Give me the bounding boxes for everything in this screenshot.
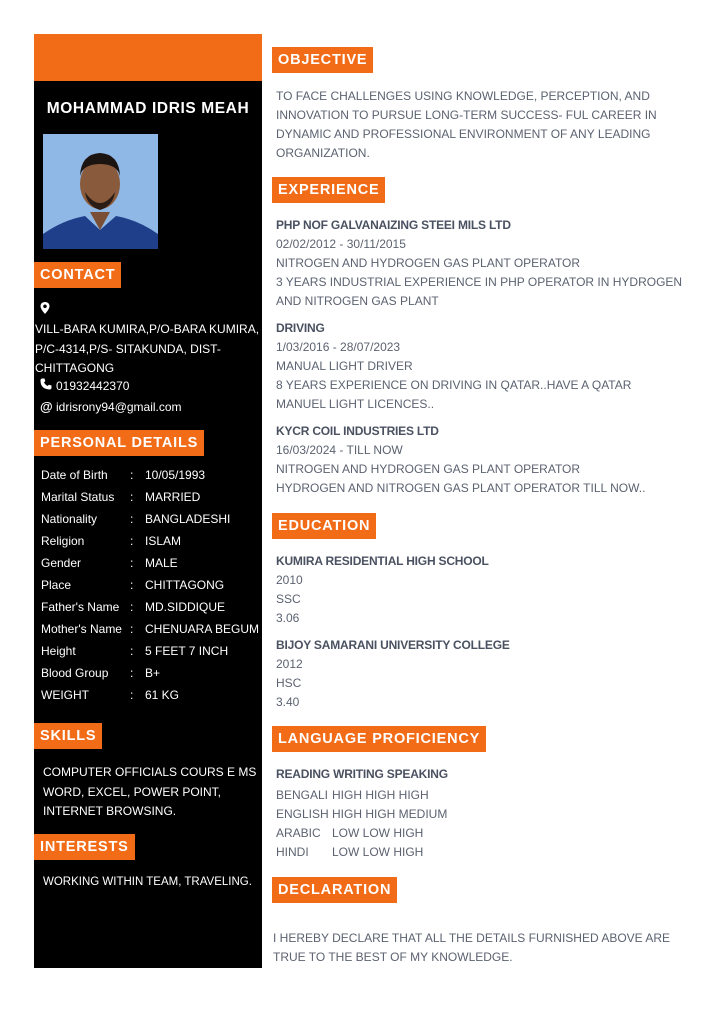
language-row: [276, 805, 447, 824]
personal-detail-value: 10/05/1993: [145, 468, 206, 482]
skills-title: SKILLS: [34, 723, 102, 749]
objective-line: DYNAMIC AND PROFESSIONAL ENVIRONMENT OF ANY LEADING: [276, 127, 651, 141]
email-address: idrisrony94@gmail.com: [56, 400, 182, 414]
education-title: EDUCATION: [272, 513, 376, 539]
declaration-title: DECLARATION: [272, 877, 397, 903]
personal-detail-row: [41, 490, 261, 512]
contact-address: [35, 320, 263, 379]
education-details: [276, 655, 303, 712]
personal-detail-value: CHENUARA BEGUM: [145, 622, 260, 636]
education-school: KUMIRA RESIDENTIAL HIGH SCHOOL: [276, 554, 489, 568]
skills-line: COMPUTER OFFICIALS COURS E MS: [43, 765, 257, 779]
personal-detail-label: Mother's Name: [41, 622, 122, 636]
objective-text: [276, 87, 657, 163]
language-row: [276, 843, 423, 862]
personal-detail-row: [41, 666, 261, 688]
declaration-line: I HEREBY DECLARE THAT ALL THE DETAILS FURNISHED ABOVE ARE: [273, 931, 671, 945]
personal-detail-label: Blood Group: [41, 666, 109, 680]
personal-detail-value: MARRIED: [145, 490, 201, 504]
education-line: SSC: [276, 592, 301, 606]
personal-detail-label: Height: [41, 644, 76, 658]
personal-detail-value: B+: [145, 666, 161, 680]
phone-icon: [40, 378, 56, 393]
interests-line: WORKING WITHIN TEAM, TRAVELING.: [43, 876, 252, 888]
language-levels: LOW LOW HIGH: [332, 845, 424, 859]
experience-details: [276, 235, 682, 311]
experience-line: AND NITROGEN GAS PLANT: [276, 294, 439, 308]
profile-photo: [43, 134, 158, 249]
objective-line: INNOVATION TO PURSUE LONG-TERM SUCCESS- FUL CAREER IN: [276, 108, 657, 122]
personal-detail-value: MALE: [145, 556, 178, 570]
experience-details: [276, 441, 645, 498]
personal-detail-colon: :: [130, 688, 134, 702]
personal-details-title: PERSONAL DETAILS: [34, 430, 204, 456]
sidebar-header-band: [34, 34, 262, 81]
personal-detail-row: [41, 688, 261, 710]
language-header: READING WRITING SPEAKING: [276, 767, 448, 781]
interests-title: INTERESTS: [34, 834, 135, 860]
personal-detail-row: [41, 644, 261, 666]
experience-company: KYCR COIL INDUSTRIES LTD: [276, 424, 439, 438]
personal-detail-row: [41, 512, 261, 534]
declaration-text: [273, 929, 670, 967]
language-name: ARABIC: [276, 826, 321, 840]
experience-line: 8 YEARS EXPERIENCE ON DRIVING IN QATAR..HAVE A QATAR: [276, 378, 632, 392]
personal-detail-colon: :: [130, 622, 134, 636]
personal-detail-label: WEIGHT: [41, 688, 89, 702]
personal-detail-value: 5 FEET 7 INCH: [145, 644, 229, 658]
personal-detail-label: Date of Birth: [41, 468, 108, 482]
language-name: ENGLISH: [276, 807, 329, 821]
personal-detail-value: 61 KG: [145, 688, 180, 702]
skills-list: [43, 763, 261, 822]
candidate-name: MOHAMMAD IDRIS MEAH: [46, 100, 250, 117]
experience-line: HYDROGEN AND NITROGEN GAS PLANT OPERATOR TILL NOW..: [276, 481, 646, 495]
objective-line: ORGANIZATION.: [276, 146, 370, 160]
experience-line: NITROGEN AND HYDROGEN GAS PLANT OPERATOR: [276, 462, 581, 476]
personal-detail-colon: :: [130, 556, 134, 570]
contact-title: CONTACT: [34, 262, 121, 288]
personal-detail-label: Place: [41, 578, 72, 592]
language-levels: HIGH HIGH HIGH: [332, 788, 429, 802]
address-line: CHITTAGONG: [35, 361, 115, 375]
education-details: [276, 571, 303, 628]
skills-line: INTERNET BROWSING.: [43, 804, 177, 818]
phone-number: 01932442370: [56, 379, 130, 393]
language-proficiency-title: LANGUAGE PROFICIENCY: [272, 726, 486, 752]
experience-line: 02/02/2012 - 30/11/2015: [276, 237, 406, 251]
personal-detail-colon: :: [130, 490, 134, 504]
objective-line: TO FACE CHALLENGES USING KNOWLEDGE, PERCEPTION, AND: [276, 89, 650, 103]
language-row: [276, 824, 423, 843]
at-sign-icon: @: [40, 399, 53, 414]
personal-detail-label: Marital Status: [41, 490, 115, 504]
personal-detail-label: Father's Name: [41, 600, 120, 614]
experience-company: DRIVING: [276, 321, 325, 335]
declaration-line: TRUE TO THE BEST OF MY KNOWLEDGE.: [273, 950, 513, 964]
language-name: BENGALI: [276, 788, 329, 802]
education-line: 2010: [276, 573, 303, 587]
personal-detail-colon: :: [130, 644, 134, 658]
education-school: BIJOY SAMARANI UNIVERSITY COLLEGE: [276, 638, 510, 652]
personal-detail-row: [41, 578, 261, 600]
experience-line: 16/03/2024 - TILL NOW: [276, 443, 403, 457]
personal-detail-colon: :: [130, 578, 134, 592]
personal-detail-colon: :: [130, 534, 134, 548]
personal-detail-value: MD.SIDDIQUE: [145, 600, 226, 614]
objective-title: OBJECTIVE: [272, 47, 373, 73]
education-line: 3.40: [276, 695, 300, 709]
personal-detail-row: [41, 556, 261, 578]
personal-detail-row: [41, 534, 261, 556]
contact-email-row: [40, 399, 182, 414]
personal-detail-label: Nationality: [41, 512, 98, 526]
personal-detail-colon: :: [130, 512, 134, 526]
personal-detail-value: BANGLADESHI: [145, 512, 231, 526]
personal-detail-colon: :: [130, 600, 134, 614]
language-name: HINDI: [276, 845, 309, 859]
contact-phone-row: [40, 378, 129, 393]
experience-details: [276, 338, 631, 414]
experience-line: MANUEL LIGHT LICENCES..: [276, 397, 435, 411]
education-line: 3.06: [276, 611, 300, 625]
personal-detail-value: ISLAM: [145, 534, 182, 548]
language-row: [276, 786, 429, 805]
experience-line: 1/03/2016 - 28/07/2023: [276, 340, 401, 354]
location-pin-icon: [40, 302, 50, 317]
personal-detail-value: CHITTAGONG: [145, 578, 225, 592]
experience-line: MANUAL LIGHT DRIVER: [276, 359, 413, 373]
education-line: HSC: [276, 676, 302, 690]
personal-detail-row: [41, 600, 261, 622]
language-levels: LOW LOW HIGH: [332, 826, 424, 840]
experience-title: EXPERIENCE: [272, 177, 385, 203]
skills-line: WORD, EXCEL, POWER POINT,: [43, 784, 222, 799]
language-levels: HIGH HIGH MEDIUM: [332, 807, 448, 821]
experience-company: PHP NOF GALVANAIZING STEEI MILS LTD: [276, 218, 511, 232]
address-line: P/C-4314,P/S- SITAKUNDA, DIST-: [35, 341, 221, 356]
personal-detail-row: [41, 468, 261, 490]
personal-detail-colon: :: [130, 468, 134, 482]
personal-detail-label: Gender: [41, 556, 82, 570]
experience-line: NITROGEN AND HYDROGEN GAS PLANT OPERATOR: [276, 256, 581, 270]
interests-text: [43, 873, 261, 893]
education-line: 2012: [276, 657, 303, 671]
personal-detail-label: Religion: [41, 534, 85, 548]
personal-detail-row: [41, 622, 261, 644]
experience-line: 3 YEARS INDUSTRIAL EXPERIENCE IN PHP OPERATOR IN HYDROGEN: [276, 275, 683, 289]
address-line: VILL-BARA KUMIRA,P/O-BARA KUMIRA,: [35, 322, 260, 336]
personal-detail-colon: :: [130, 666, 134, 680]
